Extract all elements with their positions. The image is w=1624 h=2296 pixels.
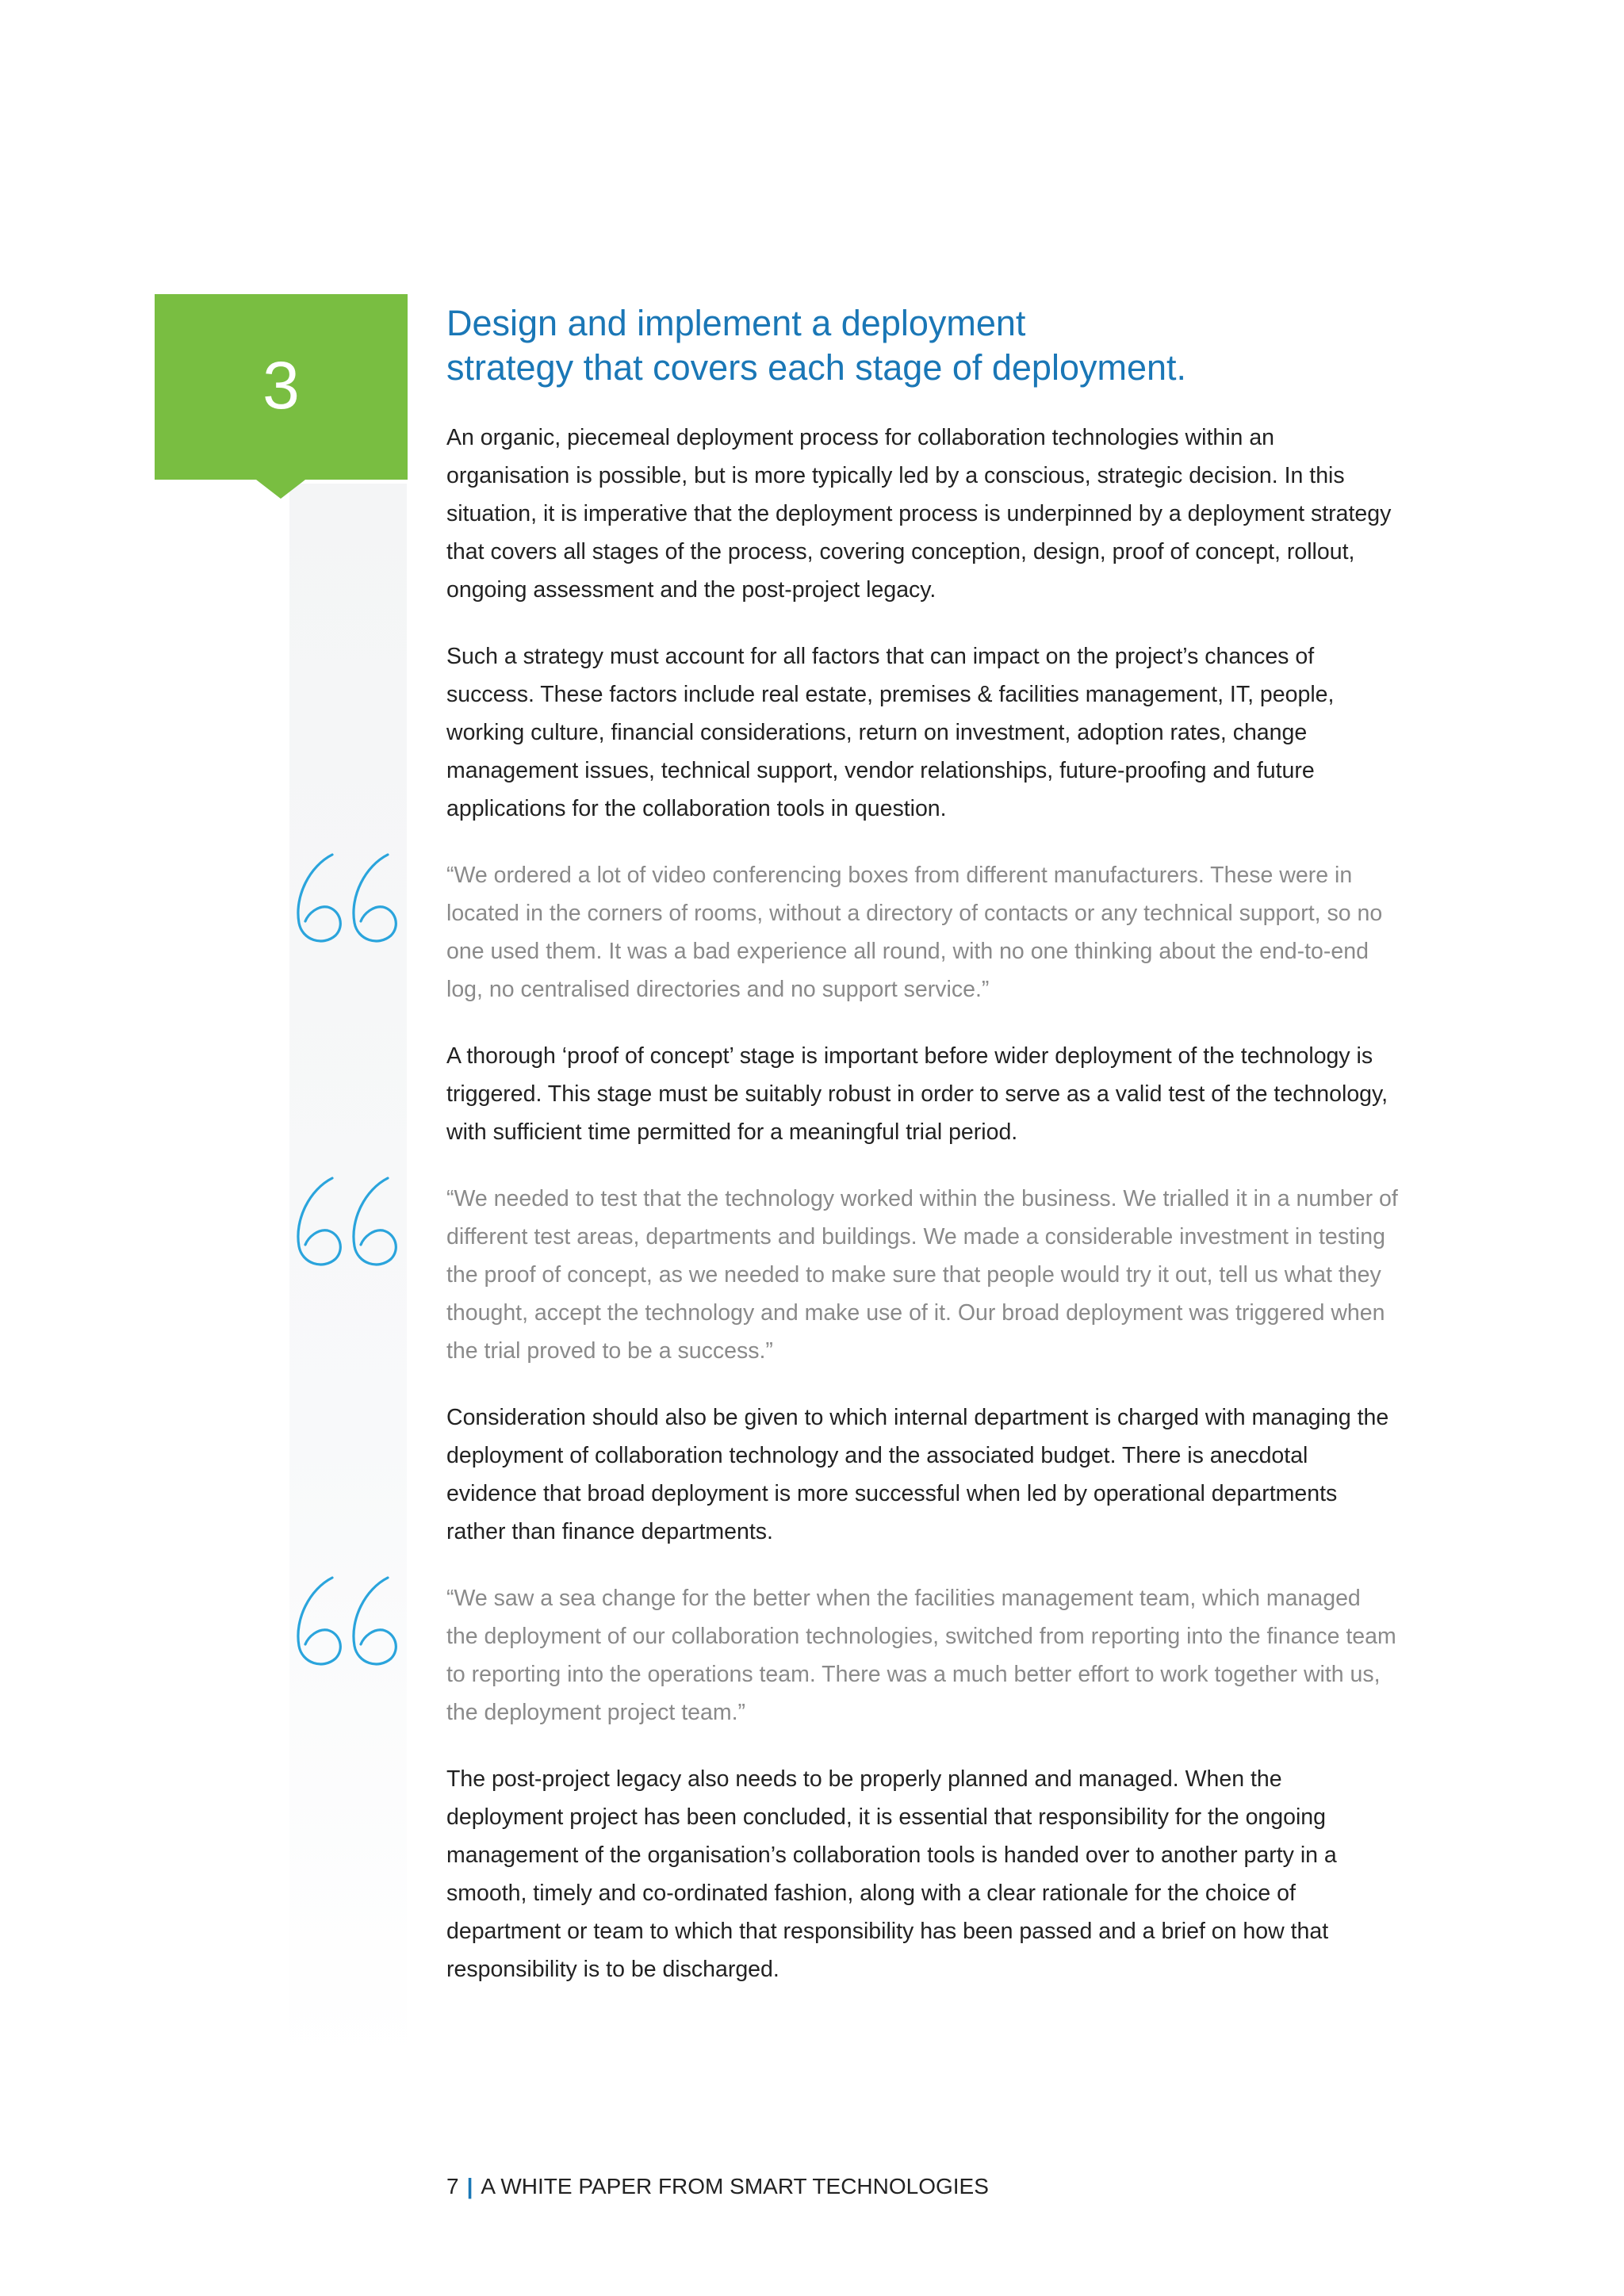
side-strip (289, 484, 407, 2069)
section-number-badge (155, 294, 408, 480)
paragraph-5: The post-project legacy also needs to be properly planned and managed. When the deployment project has been concluded, it is essential that responsibility for the ongoing management of the organisation’s collaboration tools is handed over to another party in a smooth, timely and co-ordinated fashion, along with a clear rationale for the choice of department or team to which that responsibility has been passed and a brief on how that responsibility is to be discharged. (446, 1766, 1337, 1982)
quote-block-3 (446, 1579, 1398, 1732)
quote-block-2 (446, 1180, 1398, 1370)
section-number: 3 (262, 348, 300, 423)
paragraph-2: Such a strategy must account for all factors that can impact on the project’s chances of success. These factors include real estate, premises & facilities management, IT, people, working culture, financial considerations, return on investment, adoption rates, change management issues, technical support, vendor relationships, future-proofing and future applications for the collaboration tools in question. (446, 644, 1335, 821)
quote-mark-icon (291, 1173, 410, 1272)
page-footer (446, 2172, 989, 2201)
quote-text-1: “We ordered a lot of video conferencing boxes from different manufacturers. These were in located in the corners of rooms, without a directory of contacts or any technical support, so no one used them. It was a bad experience all round, with no one thinking about the end-to-end log, no centralised directories and no support service.” (446, 863, 1383, 1002)
footer-text: A WHITE PAPER FROM SMART TECHNOLOGIES (481, 2174, 989, 2198)
paragraph-3: A thorough ‘proof of concept’ stage is important before wider deployment of the technology is triggered. This stage must be suitably robust in order to serve as a valid test of the technology, with sufficient time permitted for a meaningful trial period. (446, 1043, 1388, 1145)
paragraph-1: An organic, piecemeal deployment process for collaboration technologies within an organisation is possible, but is more typically led by a conscious, strategic decision. In this situation, it is imperative that the deployment process is underpinned by a deployment strategy that covers all stages of the process, covering conception, design, proof of concept, rollout, ongoing assessment and the post-project legacy. (446, 425, 1392, 603)
page-number: 7 (446, 2174, 459, 2198)
quote-mark-icon (291, 850, 410, 949)
quote-block-1 (446, 856, 1398, 1008)
quote-mark-icon (291, 1573, 410, 1672)
heading-line-1: Design and implement a deployment (446, 303, 1026, 343)
main-content (446, 301, 1398, 2017)
paragraph-4: Consideration should also be given to which internal department is charged with managing the deployment of collaboration technology and the associated budget. There is anecdotal evidence that broad deployment is more successful when led by operational departments rather than finance departments. (446, 1405, 1389, 1544)
quote-text-2: “We needed to test that the technology worked within the business. We trialled it in a number of different test areas, departments and buildings. We made a considerable investment in testing the proof of concept, as we needed to make sure that people would try it out, tell us what they thought, accept the technology and make use of it. Our broad deployment was triggered when the trial proved to be a success.” (446, 1186, 1398, 1364)
heading-line-2: strategy that covers each stage of deployment. (446, 347, 1187, 388)
badge-notch (256, 480, 305, 499)
quote-text-3: “We saw a sea change for the better when the facilities management team, which managed the deployment of our collaboration technologies, switched from reporting into the finance team to reporting into the operations team. There was a much better effort to work together with us, the deployment project team.” (446, 1586, 1396, 1725)
section-heading (446, 301, 1319, 390)
footer-separator: | (466, 2174, 473, 2198)
